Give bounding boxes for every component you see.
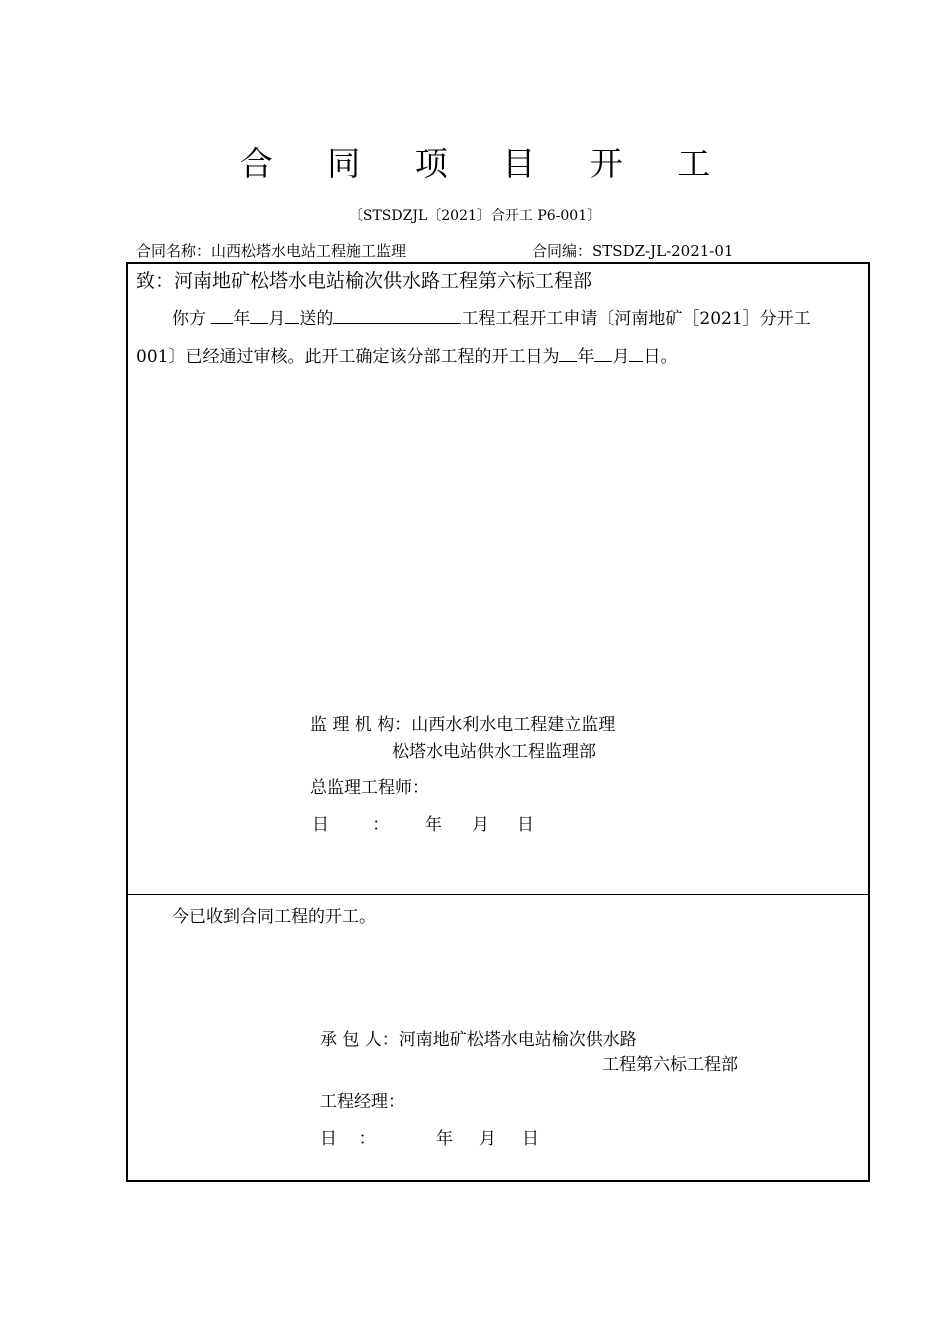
contractor-date-month: 月	[479, 1129, 496, 1149]
contractor-date-label: 日 ：	[320, 1129, 376, 1149]
section-divider	[127, 894, 869, 895]
notice-line-2: 001〕已经通过审核。此开工确定该分部工程的开工日为 年 月 日。	[136, 342, 677, 367]
contract-name-value: 山西松塔水电站工程施工监理	[211, 242, 407, 260]
notice-line-1: 你方 年 月 送的 工程工程开工申请〔河南地矿［2021］分开工	[172, 304, 811, 329]
contractor-label: 承 包 人：	[320, 1030, 399, 1050]
addressee-line: 致：河南地矿松塔水电站榆次供水路工程第六标工程部	[136, 270, 593, 292]
contract-number-value: STSDZ-JL-2021-01	[592, 242, 734, 260]
receipt-text: 今已收到合同工程的开工。	[172, 907, 376, 927]
supervisor-org-label: 监 理 机 构：	[310, 715, 412, 735]
supervisor-date-day: 日	[517, 815, 534, 835]
contract-number	[532, 240, 733, 261]
contract-number-label: 合同编：	[532, 242, 593, 260]
blank-month	[250, 306, 268, 324]
supervisor-org	[310, 710, 615, 735]
project-manager-label: 工程经理：	[320, 1092, 405, 1112]
supervisor-date-label: 日 ：	[312, 815, 390, 835]
document-number: 〔STSDZJL〔2021〕合开工 P6-001〕	[348, 208, 602, 224]
supervisor-org-line2: 松塔水电站供水工程监理部	[392, 742, 596, 762]
chief-engineer-label: 总监理工程师：	[310, 778, 429, 798]
page-title: 合 同 项 目 开 工	[239, 144, 733, 183]
supervisor-date-year: 年	[425, 815, 442, 835]
contract-name-label: 合同名称：	[136, 242, 212, 260]
contractor-date-year: 年	[436, 1129, 453, 1149]
contractor-line1: 河南地矿松塔水电站榆次供水路	[398, 1030, 637, 1050]
contractor-line2: 工程第六标工程部	[602, 1055, 738, 1075]
contractor	[320, 1025, 637, 1050]
contract-name	[136, 240, 406, 261]
supervisor-date-month: 月	[472, 815, 489, 835]
supervisor-org-line1: 山西水利水电工程建立监理	[411, 715, 616, 735]
blank-year	[211, 306, 233, 324]
contractor-date-day: 日	[522, 1129, 539, 1149]
blank-day	[285, 306, 299, 324]
blank-project-name	[333, 306, 461, 324]
